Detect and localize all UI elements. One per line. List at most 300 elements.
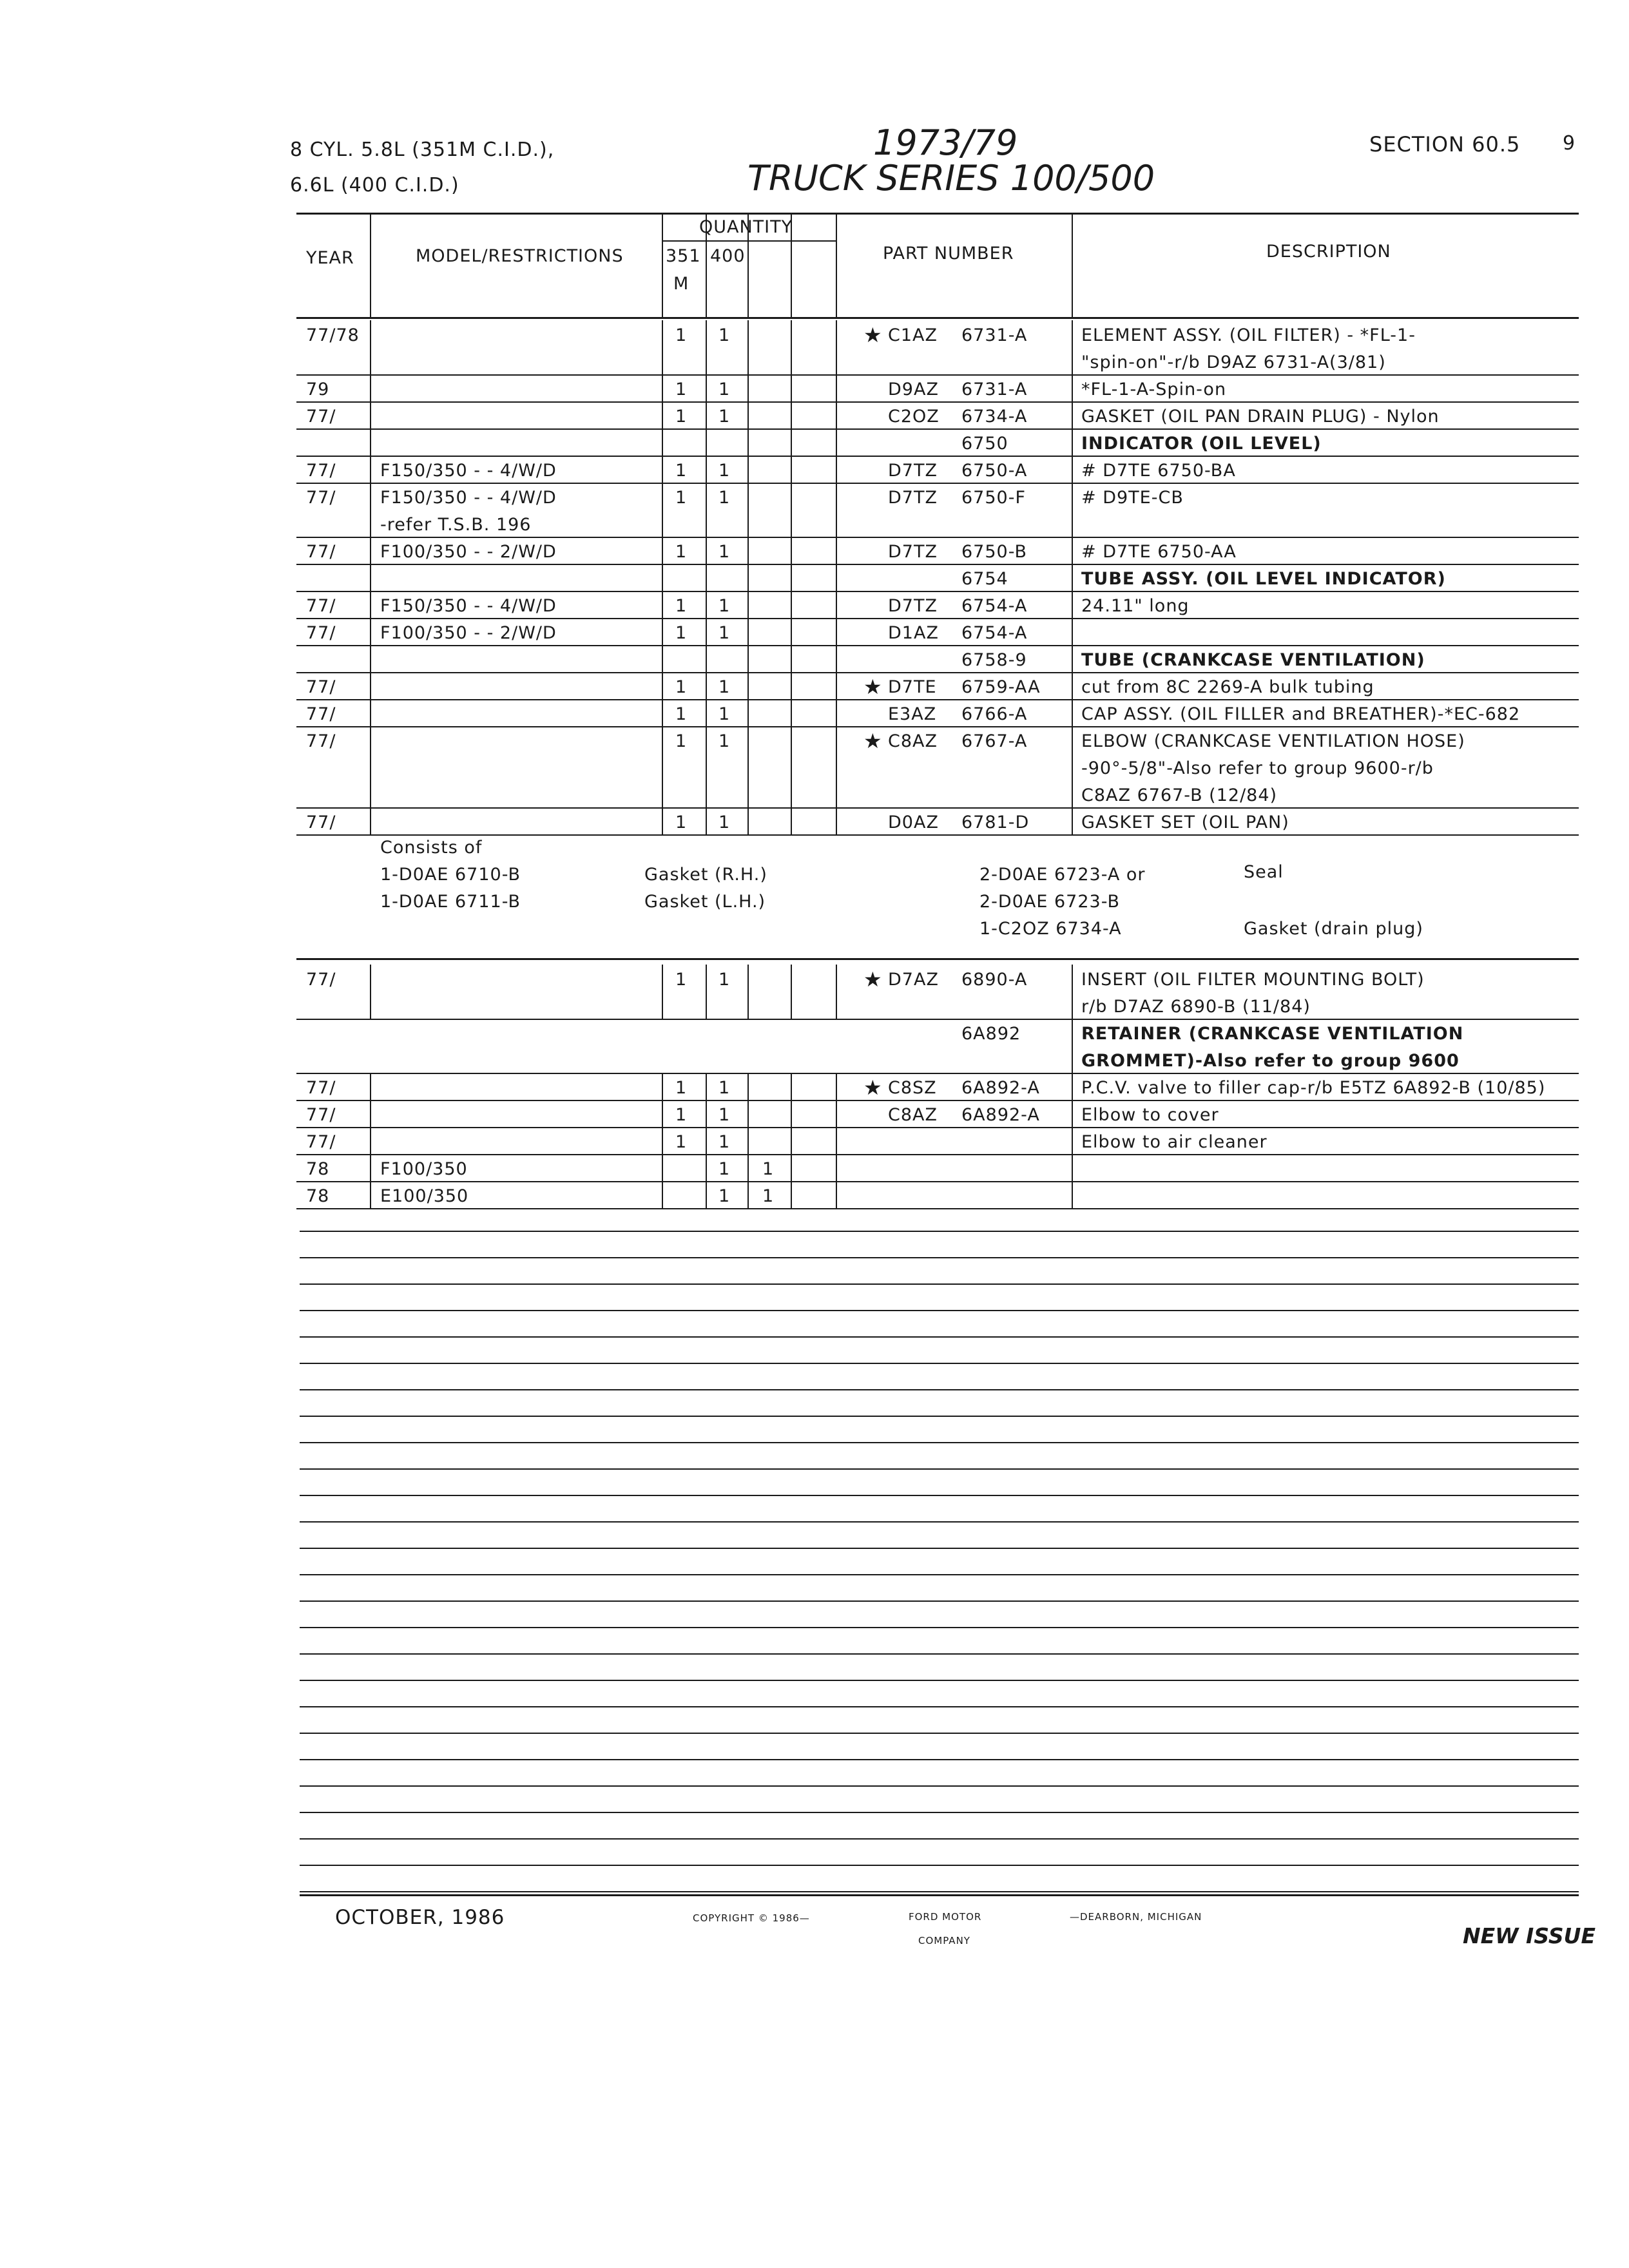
- row-qty-400: 1: [718, 542, 731, 562]
- column-divider: [370, 564, 371, 591]
- column-divider: [1072, 1019, 1073, 1073]
- column-divider: [1072, 618, 1073, 645]
- column-divider: [706, 1073, 707, 1100]
- column-divider: [706, 564, 707, 591]
- row-qty-400: 1: [718, 731, 731, 751]
- column-divider: [1072, 591, 1073, 618]
- column-divider: [706, 618, 707, 645]
- column-divider: [836, 618, 837, 645]
- row-qty-400: 1: [718, 970, 731, 990]
- footer-date: OCTOBER, 1986: [335, 1906, 505, 1929]
- column-divider: [706, 1181, 707, 1208]
- row-description: RETAINER (CRANKCASE VENTILATION: [1081, 1024, 1464, 1044]
- column-divider: [706, 401, 707, 428]
- column-divider: [662, 645, 663, 672]
- column-divider: [791, 699, 792, 726]
- row-qty-351: 1: [675, 1078, 688, 1098]
- blank-rule: [300, 1600, 1579, 1602]
- part-prefix: C8AZ: [888, 731, 938, 751]
- blank-rule: [300, 1363, 1579, 1364]
- row-description: r/b D7AZ 6890-B (11/84): [1081, 997, 1311, 1017]
- row-qty-400: 1: [718, 677, 731, 697]
- row-qty-400: 1: [718, 380, 731, 399]
- blank-rule: [300, 1838, 1579, 1840]
- column-divider: [836, 591, 837, 618]
- column-divider: [1072, 726, 1073, 807]
- part-basic: 6754-A: [961, 623, 1028, 643]
- column-divider: [836, 1181, 837, 1208]
- row-description: -90°-5/8"-Also refer to group 9600-r/b: [1081, 758, 1434, 778]
- row-description: Elbow to cover: [1081, 1105, 1219, 1125]
- row-rule: [296, 645, 1579, 646]
- column-divider: [747, 1181, 749, 1208]
- part-prefix: D7AZ: [888, 970, 939, 990]
- part-prefix: D7TZ: [888, 488, 938, 508]
- row-qty-351: 1: [675, 407, 688, 427]
- part-basic: 6758-9: [961, 650, 1027, 670]
- column-divider: [836, 456, 837, 483]
- part-basic: 6731-A: [961, 380, 1028, 399]
- column-divider: [662, 672, 663, 699]
- row-qty-351: 1: [675, 731, 688, 751]
- column-divider: [370, 807, 371, 834]
- row-rule: [296, 428, 1579, 430]
- row-year: 77/: [306, 542, 336, 562]
- blank-rule: [300, 1812, 1579, 1813]
- column-divider: [747, 618, 749, 645]
- column-divider: [662, 428, 663, 456]
- blank-rule: [300, 1865, 1579, 1866]
- part-prefix: D0AZ: [888, 812, 939, 832]
- footer-copyright: COPYRIGHT © 1986—: [693, 1912, 810, 1924]
- column-divider: [1072, 1127, 1073, 1154]
- row-rule: [296, 401, 1579, 403]
- column-divider: [747, 483, 749, 537]
- column-divider: [1072, 564, 1073, 591]
- column-divider: [1072, 483, 1073, 537]
- star-icon: ★: [863, 1075, 883, 1100]
- star-icon: ★: [863, 967, 883, 992]
- column-divider: [836, 807, 837, 834]
- blank-rule: [300, 1785, 1579, 1787]
- column-divider: [706, 1100, 707, 1127]
- column-divider: [706, 1127, 707, 1154]
- column-divider: [370, 1073, 371, 1100]
- footer-company-1: FORD MOTOR: [909, 1911, 982, 1923]
- column-divider: [747, 672, 749, 699]
- row-qty-351: 1: [675, 1132, 688, 1152]
- col-header-part-number: PART NUMBER: [883, 244, 1014, 264]
- row-qty-351: 1: [675, 812, 688, 832]
- row-model: F150/350 - - 4/W/D: [380, 488, 557, 508]
- consists-part: 1-C2OZ 6734-A: [979, 919, 1122, 939]
- column-divider: [836, 374, 837, 401]
- row-rule: [296, 1100, 1579, 1101]
- column-divider: [662, 564, 663, 591]
- row-year: 77/: [306, 1105, 336, 1125]
- column-divider: [791, 591, 792, 618]
- table-header-rule: [296, 317, 1579, 319]
- star-icon: ★: [863, 323, 883, 347]
- row-qty-400: 1: [718, 812, 731, 832]
- column-divider: [370, 1127, 371, 1154]
- row-rule: [296, 591, 1579, 592]
- row-qty-col3: 1: [762, 1186, 775, 1206]
- column-divider: [747, 456, 749, 483]
- row-year: 77/: [306, 812, 336, 832]
- column-divider: [662, 807, 663, 834]
- column-divider: [706, 699, 707, 726]
- column-divider: [1072, 537, 1073, 564]
- part-basic: 6734-A: [961, 407, 1028, 427]
- part-basic: 6781-D: [961, 812, 1030, 832]
- consists-name: Gasket (R.H.): [644, 865, 767, 885]
- row-description: INDICATOR (OIL LEVEL): [1081, 434, 1322, 454]
- column-divider: [370, 456, 371, 483]
- consists-name: Gasket (drain plug): [1244, 919, 1423, 939]
- row-description: ELBOW (CRANKCASE VENTILATION HOSE): [1081, 731, 1465, 751]
- column-divider: [662, 618, 663, 645]
- column-divider: [747, 320, 749, 374]
- column-divider: [662, 1154, 663, 1181]
- footer-issue: NEW ISSUE: [1463, 1923, 1596, 1948]
- column-divider: [662, 1073, 663, 1100]
- column-divider: [706, 965, 707, 1019]
- row-rule: [296, 483, 1579, 484]
- column-divider: [370, 672, 371, 699]
- blank-rule: [300, 1416, 1579, 1417]
- column-divider: [706, 483, 707, 537]
- row-qty-400: 1: [718, 1186, 731, 1206]
- column-divider: [1072, 1181, 1073, 1208]
- column-divider: [662, 320, 663, 374]
- part-prefix: D7TZ: [888, 542, 938, 562]
- column-divider: [836, 428, 837, 456]
- part-basic: 6731-A: [961, 325, 1028, 345]
- column-divider: [836, 1100, 837, 1127]
- table-top-rule: [296, 213, 1579, 215]
- part-prefix: D7TZ: [888, 461, 938, 481]
- blank-rule: [300, 1653, 1579, 1655]
- row-qty-col3: 1: [762, 1159, 775, 1179]
- column-divider: [1072, 1154, 1073, 1181]
- row-qty-351: 1: [675, 970, 688, 990]
- column-divider: [791, 1100, 792, 1127]
- consists-part: 1-D0AE 6710-B: [380, 865, 521, 885]
- column-divider: [706, 591, 707, 618]
- row-year: 77/: [306, 731, 336, 751]
- column-divider: [370, 428, 371, 456]
- column-divider: [836, 1154, 837, 1181]
- engine-line-1: 8 CYL. 5.8L (351M C.I.D.),: [290, 139, 555, 161]
- column-divider: [370, 483, 371, 537]
- row-year: 77/78: [306, 325, 360, 345]
- column-divider: [747, 1073, 749, 1100]
- part-prefix: C2OZ: [888, 407, 940, 427]
- row-qty-351: 1: [675, 704, 688, 724]
- consists-part: 1-D0AE 6711-B: [380, 892, 521, 912]
- col-header-year: YEAR: [306, 248, 354, 268]
- row-qty-400: 1: [718, 1078, 731, 1098]
- column-divider: [747, 428, 749, 456]
- quantity-rule: [662, 240, 836, 242]
- column-divider: [836, 645, 837, 672]
- row-year: 77/: [306, 461, 336, 481]
- column-divider: [1072, 1073, 1073, 1100]
- blank-rule: [300, 1231, 1579, 1232]
- row-qty-400: 1: [718, 704, 731, 724]
- blank-rule: [300, 1389, 1579, 1390]
- part-basic: 6767-A: [961, 731, 1028, 751]
- row-qty-400: 1: [718, 407, 731, 427]
- column-divider: [1072, 456, 1073, 483]
- column-divider: [370, 401, 371, 428]
- column-divider: [747, 1100, 749, 1127]
- column-divider: [370, 1181, 371, 1208]
- column-divider: [791, 374, 792, 401]
- column-divider: [706, 374, 707, 401]
- row-description: "spin-on"-r/b D9AZ 6731-A(3/81): [1081, 352, 1386, 372]
- part-prefix: C8AZ: [888, 1105, 938, 1125]
- column-divider: [747, 213, 749, 317]
- row-year: 77/: [306, 596, 336, 616]
- row-rule: [296, 1181, 1579, 1182]
- blank-rule: [300, 1310, 1579, 1311]
- column-divider: [706, 213, 707, 317]
- column-divider: [370, 374, 371, 401]
- row-qty-351: 1: [675, 488, 688, 508]
- column-divider: [662, 537, 663, 564]
- consists-part: 2-D0AE 6723-B: [979, 892, 1121, 912]
- row-year: 77/: [306, 677, 336, 697]
- row-year: 77/: [306, 623, 336, 643]
- footer-location: —DEARBORN, MICHIGAN: [1070, 1911, 1202, 1923]
- consists-name: Seal: [1244, 862, 1284, 882]
- row-description: GASKET (OIL PAN DRAIN PLUG) - Nylon: [1081, 407, 1440, 427]
- column-divider: [791, 672, 792, 699]
- blank-rule: [300, 1733, 1579, 1734]
- column-divider: [791, 618, 792, 645]
- consists-label: Consists of: [380, 838, 483, 858]
- column-divider: [1072, 428, 1073, 456]
- section-rule: [296, 958, 1579, 960]
- column-divider: [836, 699, 837, 726]
- column-divider: [706, 456, 707, 483]
- part-prefix: C1AZ: [888, 325, 938, 345]
- blank-rule: [300, 1283, 1579, 1285]
- row-description: ELEMENT ASSY. (OIL FILTER) - *FL-1-: [1081, 325, 1416, 345]
- column-divider: [706, 428, 707, 456]
- engine-line-2: 6.6L (400 C.I.D.): [290, 174, 459, 197]
- col-header-model: MODEL/RESTRICTIONS: [416, 246, 624, 266]
- row-qty-351: 1: [675, 325, 688, 345]
- row-description: TUBE ASSY. (OIL LEVEL INDICATOR): [1081, 569, 1446, 589]
- blank-rule: [300, 1468, 1579, 1470]
- column-divider: [747, 1154, 749, 1181]
- column-divider: [370, 645, 371, 672]
- column-divider: [791, 320, 792, 374]
- row-description: CAP ASSY. (OIL FILLER and BREATHER)-*EC-682: [1081, 704, 1521, 724]
- column-divider: [791, 1154, 792, 1181]
- row-model: F100/350 - - 2/W/D: [380, 542, 557, 562]
- column-divider: [791, 1181, 792, 1208]
- column-divider: [791, 1127, 792, 1154]
- column-divider: [370, 726, 371, 807]
- column-divider: [706, 645, 707, 672]
- column-divider: [791, 726, 792, 807]
- part-basic: 6754-A: [961, 596, 1028, 616]
- row-year: 77/: [306, 407, 336, 427]
- row-qty-351: 1: [675, 623, 688, 643]
- column-divider: [1072, 213, 1073, 317]
- column-divider: [836, 401, 837, 428]
- column-divider: [836, 564, 837, 591]
- row-rule: [296, 834, 1579, 836]
- column-divider: [791, 483, 792, 537]
- part-prefix: D1AZ: [888, 623, 939, 643]
- column-divider: [662, 965, 663, 1019]
- column-divider: [370, 618, 371, 645]
- row-rule: [296, 1154, 1579, 1155]
- column-divider: [370, 537, 371, 564]
- row-qty-400: 1: [718, 596, 731, 616]
- row-description: # D7TE 6750-BA: [1081, 461, 1236, 481]
- column-divider: [370, 213, 371, 317]
- row-description: P.C.V. valve to filler cap-r/b E5TZ 6A892-B (10/85): [1081, 1078, 1546, 1098]
- row-year: 77/: [306, 1132, 336, 1152]
- column-divider: [1072, 699, 1073, 726]
- row-qty-400: 1: [718, 488, 731, 508]
- blank-rule: [300, 1257, 1579, 1258]
- blank-rule: [300, 1706, 1579, 1707]
- column-divider: [836, 965, 837, 1019]
- blank-rule: [300, 1521, 1579, 1523]
- column-divider: [706, 537, 707, 564]
- part-basic: 6766-A: [961, 704, 1028, 724]
- row-qty-351: 1: [675, 542, 688, 562]
- row-year: 77/: [306, 488, 336, 508]
- column-divider: [370, 1154, 371, 1181]
- row-description: GROMMET)-Also refer to group 9600: [1081, 1051, 1460, 1071]
- column-divider: [706, 807, 707, 834]
- column-divider: [836, 320, 837, 374]
- column-divider: [662, 1127, 663, 1154]
- row-qty-400: 1: [718, 1105, 731, 1125]
- column-divider: [836, 213, 837, 317]
- column-divider: [791, 564, 792, 591]
- column-divider: [747, 564, 749, 591]
- col-header-400: 400: [710, 246, 746, 266]
- row-model: E100/350: [380, 1186, 469, 1206]
- column-divider: [370, 699, 371, 726]
- column-divider: [836, 537, 837, 564]
- row-rule: [296, 456, 1579, 457]
- part-basic: 6750: [961, 434, 1008, 454]
- row-qty-351: 1: [675, 461, 688, 481]
- part-basic: 6754: [961, 569, 1008, 589]
- row-rule: [296, 1073, 1579, 1074]
- row-description: # D9TE-CB: [1081, 488, 1184, 508]
- part-prefix: E3AZ: [888, 704, 937, 724]
- part-prefix: C8SZ: [888, 1078, 937, 1098]
- blank-rule: [300, 1680, 1579, 1681]
- row-qty-400: 1: [718, 461, 731, 481]
- column-divider: [662, 456, 663, 483]
- row-rule: [296, 1019, 1579, 1020]
- column-divider: [662, 374, 663, 401]
- column-divider: [370, 591, 371, 618]
- row-year: 78: [306, 1159, 330, 1179]
- part-basic: 6750-A: [961, 461, 1028, 481]
- column-divider: [662, 699, 663, 726]
- column-divider: [791, 428, 792, 456]
- row-qty-400: 1: [718, 1132, 731, 1152]
- part-basic: 6750-F: [961, 488, 1026, 508]
- column-divider: [706, 672, 707, 699]
- column-divider: [836, 1073, 837, 1100]
- row-year: 79: [306, 380, 330, 399]
- column-divider: [1072, 1100, 1073, 1127]
- column-divider: [1072, 320, 1073, 374]
- row-description: 24.11" long: [1081, 596, 1190, 616]
- column-divider: [1072, 672, 1073, 699]
- column-divider: [662, 1100, 663, 1127]
- row-qty-400: 1: [718, 1159, 731, 1179]
- row-year: 77/: [306, 1078, 336, 1098]
- column-divider: [747, 807, 749, 834]
- row-description: cut from 8C 2269-A bulk tubing: [1081, 677, 1374, 697]
- column-divider: [662, 726, 663, 807]
- blank-rule: [300, 1759, 1579, 1760]
- column-divider: [662, 483, 663, 537]
- column-divider: [747, 645, 749, 672]
- row-description: TUBE (CRANKCASE VENTILATION): [1081, 650, 1425, 670]
- col-header-351: 351: [666, 246, 701, 266]
- column-divider: [706, 726, 707, 807]
- part-basic: 6890-A: [961, 970, 1028, 990]
- column-divider: [1072, 401, 1073, 428]
- row-rule: [296, 699, 1579, 700]
- column-divider: [791, 965, 792, 1019]
- footer-company-2: COMPANY: [918, 1935, 970, 1946]
- row-model: F150/350 - - 4/W/D: [380, 596, 557, 616]
- section-label: SECTION 60.5: [1369, 132, 1521, 157]
- row-description: *FL-1-A-Spin-on: [1081, 380, 1227, 399]
- part-prefix: D7TZ: [888, 596, 938, 616]
- row-rule: [296, 1208, 1579, 1209]
- row-year: 77/: [306, 970, 336, 990]
- column-divider: [1072, 645, 1073, 672]
- row-rule: [296, 726, 1579, 727]
- column-divider: [747, 537, 749, 564]
- column-divider: [1072, 374, 1073, 401]
- column-divider: [836, 672, 837, 699]
- part-prefix: D9AZ: [888, 380, 939, 399]
- blank-rule: [300, 1627, 1579, 1628]
- column-divider: [791, 456, 792, 483]
- column-divider: [791, 537, 792, 564]
- blank-rule: [300, 1891, 1579, 1892]
- row-year: 78: [306, 1186, 330, 1206]
- column-divider: [706, 320, 707, 374]
- column-divider: [836, 726, 837, 807]
- column-divider: [706, 1154, 707, 1181]
- row-model: F100/350 - - 2/W/D: [380, 623, 557, 643]
- title-years: 1973/79: [873, 122, 1018, 163]
- row-rule: [296, 564, 1579, 565]
- row-qty-351: 1: [675, 596, 688, 616]
- row-rule: [296, 374, 1579, 376]
